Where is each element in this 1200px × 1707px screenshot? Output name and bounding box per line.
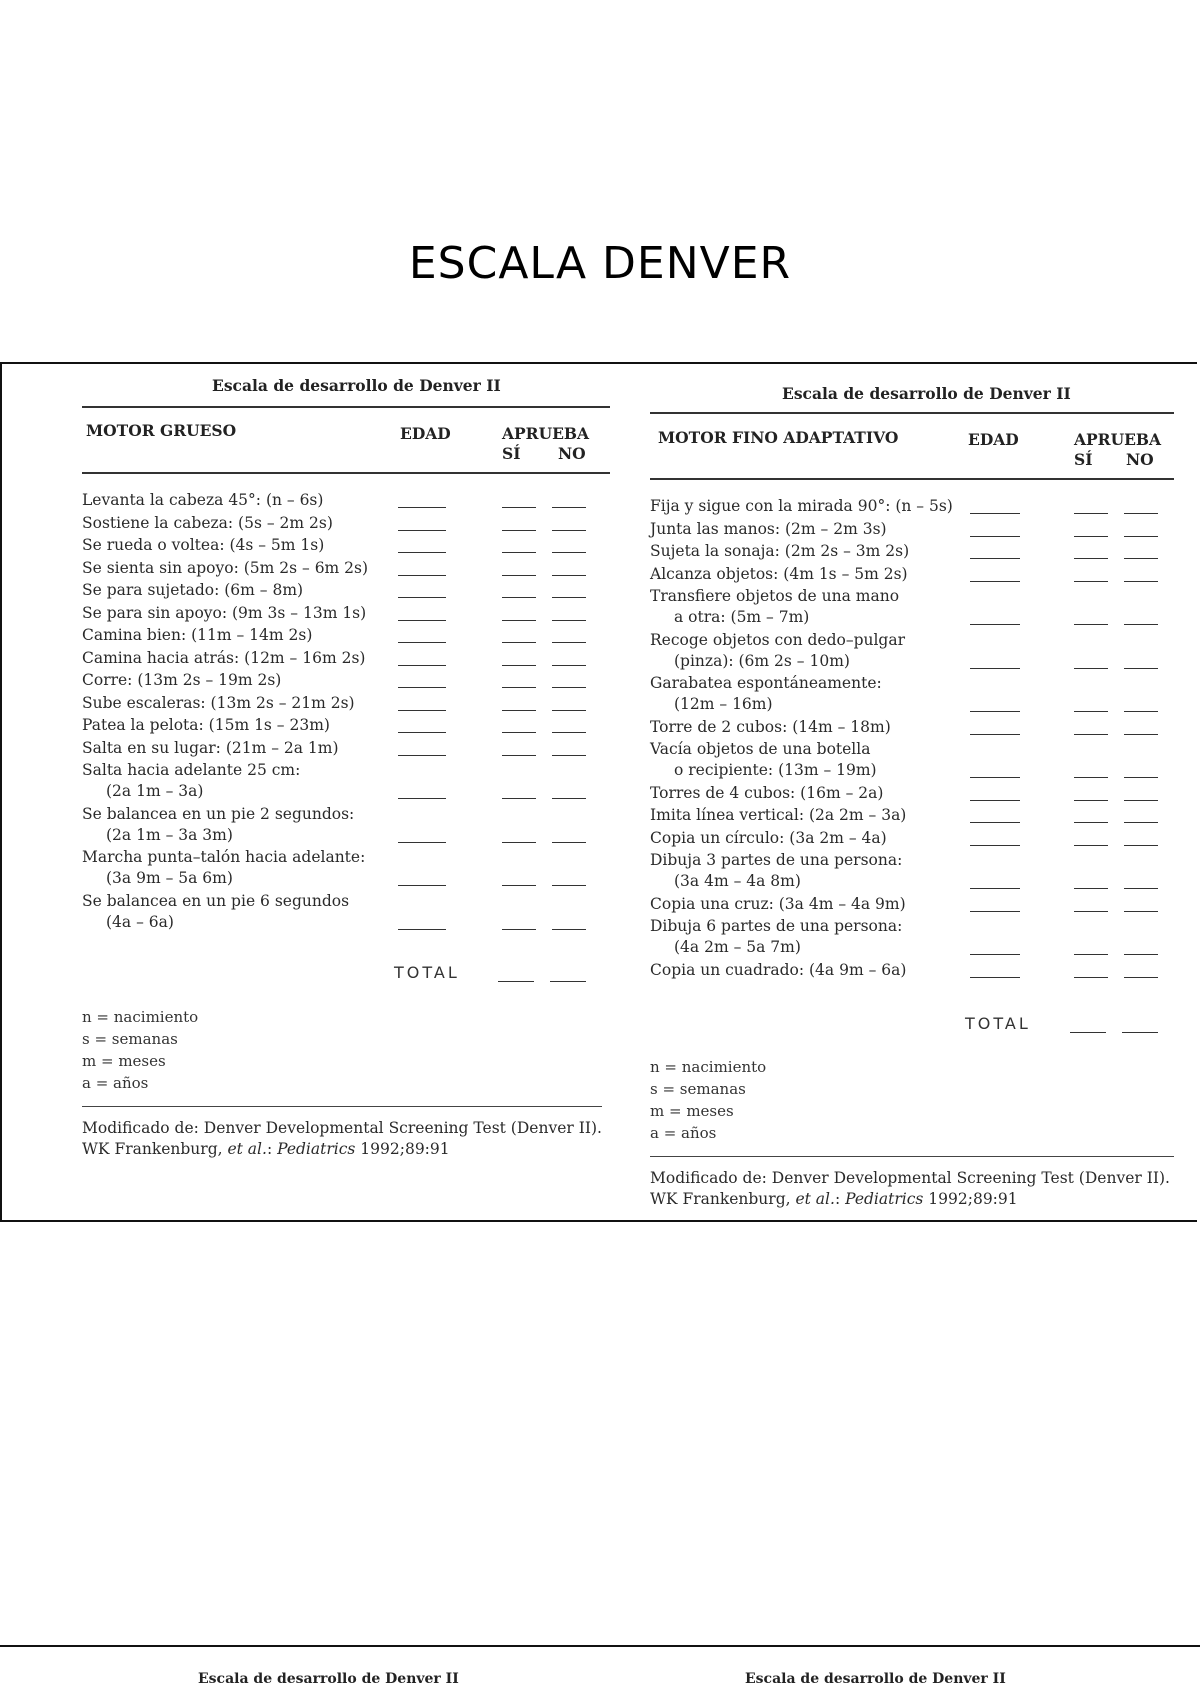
no-blank — [552, 620, 586, 621]
yes-blank — [1074, 800, 1108, 801]
item-row — [650, 564, 908, 585]
total-no-blank — [550, 981, 586, 982]
item-row — [650, 828, 887, 849]
age-blank — [398, 755, 446, 756]
age-blank — [970, 954, 1020, 955]
yes-blank — [1074, 513, 1108, 514]
item-label: Salta en su lugar: (21m – 2a 1m) — [82, 738, 339, 757]
age-blank — [970, 536, 1020, 537]
yes-blank — [502, 687, 536, 688]
yes-blank — [502, 755, 536, 756]
no-blank — [1124, 888, 1158, 889]
item-label: Sujeta la sonaja: (2m 2s – 3m 2s) — [650, 542, 910, 560]
item-row — [82, 558, 368, 579]
legend-item: a = años — [650, 1124, 717, 1142]
column-yes: SÍ — [1074, 450, 1093, 469]
item-label: Salta hacia adelante 25 cm: — [82, 761, 301, 779]
column-no: NO — [558, 444, 586, 463]
column-age: EDAD — [400, 424, 451, 443]
item-label: Fija y sigue con la mirada 90°: (n – 5s) — [650, 497, 953, 515]
no-blank — [1124, 581, 1158, 582]
age-blank — [398, 507, 446, 508]
legend-item: m = meses — [650, 1102, 734, 1120]
item-label: Se balancea en un pie 2 segundos: — [82, 804, 355, 823]
yes-blank — [1074, 777, 1108, 778]
no-blank — [1124, 513, 1158, 514]
item-label: Junta las manos: (2m – 2m 3s) — [650, 519, 887, 538]
source-sep: : — [266, 1140, 278, 1158]
item-row — [650, 916, 902, 958]
no-blank — [1124, 536, 1158, 537]
item-row — [650, 805, 906, 826]
age-blank — [970, 668, 1020, 669]
age-blank — [970, 888, 1020, 889]
item-row — [82, 490, 323, 511]
age-blank — [398, 842, 446, 843]
age-blank — [970, 558, 1020, 559]
age-blank — [398, 597, 446, 598]
header-rule-top — [650, 412, 1174, 414]
source-etal: et al. — [795, 1190, 835, 1208]
item-row — [82, 738, 339, 759]
yes-blank — [502, 530, 536, 531]
item-label: Patea la pelota: (15m 1s – 23m) — [82, 716, 330, 734]
age-blank — [970, 711, 1020, 712]
item-label: Sube escaleras: (13m 2s – 21m 2s) — [82, 693, 355, 712]
age-blank — [398, 642, 446, 643]
item-label-continued: (12m – 16m) — [674, 695, 773, 713]
item-label: Se para sujetado: (6m – 8m) — [82, 581, 304, 599]
header-rule-bottom — [82, 472, 610, 474]
total-label: TOTAL — [394, 963, 460, 982]
age-blank — [970, 581, 1020, 582]
no-blank — [552, 687, 586, 688]
yes-blank — [502, 642, 536, 643]
age-blank — [398, 885, 446, 886]
item-label: Vacía objetos de una botella — [650, 740, 871, 758]
yes-blank — [502, 620, 536, 621]
age-blank — [398, 530, 446, 531]
scanned-form — [0, 362, 1197, 1222]
item-label: Torre de 2 cubos: (14m – 18m) — [650, 717, 891, 736]
item-row — [650, 894, 906, 915]
age-blank — [970, 624, 1020, 625]
source-citation — [650, 1168, 1174, 1210]
yes-blank — [1074, 711, 1108, 712]
header-rule-bottom — [650, 478, 1174, 480]
yes-blank — [1074, 668, 1108, 669]
source-year: 1992;89:91 — [923, 1190, 1018, 1208]
yes-blank — [1074, 581, 1108, 582]
motor-grueso-panel — [82, 364, 612, 1222]
yes-blank — [502, 597, 536, 598]
age-blank — [970, 845, 1020, 846]
legend-item: a = años — [82, 1074, 149, 1092]
item-row — [82, 535, 324, 556]
no-blank — [552, 885, 586, 886]
item-row — [82, 580, 303, 601]
yes-blank — [1074, 977, 1108, 978]
item-row — [650, 960, 906, 981]
item-label: Torres de 4 cubos: (16m – 2a) — [650, 783, 884, 802]
item-row — [82, 693, 355, 714]
item-label: Se balancea en un pie 6 segundos — [82, 891, 350, 910]
no-blank — [552, 575, 586, 576]
yes-blank — [502, 885, 536, 886]
item-row — [650, 673, 882, 715]
item-label-continued: (2a 1m – 3a) — [106, 782, 204, 800]
item-label: Camina bien: (11m – 14m 2s) — [82, 626, 313, 644]
age-blank — [398, 620, 446, 621]
no-blank — [1124, 954, 1158, 955]
item-label: Dibuja 6 partes de una persona: — [650, 917, 903, 935]
yes-blank — [502, 665, 536, 666]
section-heading: MOTOR FINO ADAPTATIVO — [658, 428, 899, 447]
age-blank — [398, 552, 446, 553]
yes-blank — [1074, 558, 1108, 559]
yes-blank — [1074, 911, 1108, 912]
yes-blank — [502, 552, 536, 553]
yes-blank — [502, 842, 536, 843]
item-row — [650, 717, 891, 738]
item-label: Corre: (13m 2s – 19m 2s) — [82, 671, 282, 689]
no-blank — [1124, 624, 1158, 625]
item-label-continued: (2a 1m – 3a 3m) — [106, 825, 233, 844]
legend-item: s = semanas — [82, 1030, 178, 1048]
no-blank — [1124, 558, 1158, 559]
bottom-right-title: Escala de desarrollo de Denver II — [745, 1671, 1006, 1687]
no-blank — [1124, 734, 1158, 735]
yes-blank — [1074, 624, 1108, 625]
source-sep: : — [834, 1190, 846, 1208]
item-label: Garabatea espontáneamente: — [650, 674, 882, 692]
column-age: EDAD — [968, 430, 1019, 449]
item-row — [82, 760, 300, 802]
item-label: Imita línea vertical: (2a 2m – 3a) — [650, 806, 907, 824]
item-row — [650, 496, 953, 517]
source-text: Modificado de: Denver Developmental Screening Test (Denver II). WK Frankenburg, — [82, 1119, 602, 1158]
item-label: Recoge objetos con dedo–pulgar — [650, 630, 906, 649]
yes-blank — [1074, 845, 1108, 846]
item-label: Se rueda o voltea: (4s – 5m 1s) — [82, 536, 325, 554]
age-blank — [398, 732, 446, 733]
item-row — [82, 847, 365, 889]
item-row — [82, 648, 365, 669]
column-yes: SÍ — [502, 444, 521, 463]
item-row — [82, 603, 366, 624]
page-title: ESCALA DENVER — [408, 238, 792, 289]
column-pass: APRUEBA — [502, 424, 590, 443]
total-no-blank — [1122, 1032, 1158, 1033]
age-blank — [970, 977, 1020, 978]
legend — [650, 1056, 766, 1144]
age-blank — [970, 734, 1020, 735]
source-journal: Pediatrics — [845, 1190, 924, 1208]
item-row — [82, 513, 333, 534]
age-blank — [398, 687, 446, 688]
source-year: 1992;89:91 — [355, 1140, 450, 1158]
item-label-continued: a otra: (5m – 7m) — [674, 608, 810, 626]
no-blank — [1124, 822, 1158, 823]
section-heading: MOTOR GRUESO — [86, 421, 237, 440]
no-blank — [552, 842, 586, 843]
no-blank — [1124, 777, 1158, 778]
item-label-continued: (3a 9m – 5a 6m) — [106, 869, 233, 887]
legend-item: n = nacimiento — [650, 1058, 767, 1076]
age-blank — [970, 911, 1020, 912]
yes-blank — [502, 798, 536, 799]
item-label-continued: (3a 4m – 4a 8m) — [674, 872, 801, 890]
item-row — [82, 670, 281, 691]
yes-blank — [502, 732, 536, 733]
motor-fino-panel — [650, 364, 1176, 1222]
no-blank — [552, 507, 586, 508]
item-label: Dibuja 3 partes de una persona: — [650, 851, 903, 869]
item-label: Se sienta sin apoyo: (5m 2s – 6m 2s) — [82, 558, 369, 577]
age-blank — [970, 777, 1020, 778]
item-label: Se para sin apoyo: (9m 3s – 13m 1s) — [82, 603, 367, 622]
yes-blank — [1074, 888, 1108, 889]
bottom-left-title: Escala de desarrollo de Denver II — [198, 1671, 459, 1687]
panel-title: Escala de desarrollo de Denver II — [212, 376, 501, 395]
item-label: Camina hacia atrás: (12m – 16m 2s) — [82, 648, 366, 667]
age-blank — [970, 800, 1020, 801]
item-label: Alcanza objetos: (4m 1s – 5m 2s) — [650, 564, 908, 583]
item-row — [82, 804, 354, 846]
source-rule — [82, 1106, 602, 1107]
total-yes-blank — [498, 981, 534, 982]
yes-blank — [502, 575, 536, 576]
item-label-continued: o recipiente: (13m – 19m) — [674, 761, 877, 779]
no-blank — [1124, 911, 1158, 912]
item-label: Copia un cuadrado: (4a 9m – 6a) — [650, 960, 907, 979]
item-row — [650, 739, 877, 781]
legend-item: m = meses — [82, 1052, 166, 1070]
legend-item: n = nacimiento — [82, 1008, 199, 1026]
yes-blank — [502, 710, 536, 711]
age-blank — [970, 513, 1020, 514]
no-blank — [552, 929, 586, 930]
yes-blank — [1074, 536, 1108, 537]
legend — [82, 1006, 198, 1094]
yes-blank — [1074, 734, 1108, 735]
item-row — [650, 783, 883, 804]
total-yes-blank — [1070, 1032, 1106, 1033]
no-blank — [1124, 977, 1158, 978]
age-blank — [398, 665, 446, 666]
item-row — [650, 586, 899, 628]
no-blank — [552, 710, 586, 711]
no-blank — [552, 552, 586, 553]
no-blank — [1124, 845, 1158, 846]
no-blank — [552, 732, 586, 733]
age-blank — [970, 822, 1020, 823]
no-blank — [1124, 711, 1158, 712]
no-blank — [552, 642, 586, 643]
no-blank — [1124, 668, 1158, 669]
item-label: Copia una cruz: (3a 4m – 4a 9m) — [650, 894, 906, 913]
age-blank — [398, 798, 446, 799]
yes-blank — [502, 929, 536, 930]
column-no: NO — [1126, 450, 1154, 469]
yes-blank — [502, 507, 536, 508]
source-rule — [650, 1156, 1174, 1157]
no-blank — [552, 798, 586, 799]
item-label: Copia un círculo: (3a 2m – 4a) — [650, 828, 887, 847]
yes-blank — [1074, 954, 1108, 955]
item-label: Marcha punta–talón hacia adelante: — [82, 848, 366, 866]
age-blank — [398, 575, 446, 576]
item-row — [650, 630, 905, 672]
item-label-continued: (4a – 6a) — [106, 912, 174, 931]
item-row — [650, 541, 909, 562]
total-label: TOTAL — [965, 1014, 1031, 1033]
age-blank — [398, 929, 446, 930]
item-row — [650, 519, 887, 540]
item-label: Sostiene la cabeza: (5s – 2m 2s) — [82, 513, 333, 532]
source-journal: Pediatrics — [277, 1140, 356, 1158]
item-row — [82, 891, 349, 933]
no-blank — [552, 530, 586, 531]
no-blank — [1124, 800, 1158, 801]
item-label-continued: (pinza): (6m 2s – 10m) — [674, 651, 850, 670]
header-rule-top — [82, 406, 610, 408]
item-label-continued: (4a 2m – 5a 7m) — [674, 938, 801, 956]
panel-title: Escala de desarrollo de Denver II — [782, 384, 1071, 403]
no-blank — [552, 665, 586, 666]
item-row — [82, 625, 312, 646]
item-row — [650, 850, 902, 892]
no-blank — [552, 597, 586, 598]
column-pass: APRUEBA — [1074, 430, 1162, 449]
source-text: Modificado de: Denver Developmental Screening Test (Denver II). WK Frankenburg, — [650, 1169, 1170, 1208]
source-etal: et al. — [227, 1140, 267, 1158]
age-blank — [398, 710, 446, 711]
source-citation — [82, 1118, 602, 1160]
yes-blank — [1074, 822, 1108, 823]
item-label: Transfiere objetos de una mano — [650, 587, 900, 605]
item-row — [82, 715, 330, 736]
item-label: Levanta la cabeza 45°: (n – 6s) — [82, 491, 324, 509]
no-blank — [552, 755, 586, 756]
legend-item: s = semanas — [650, 1080, 746, 1098]
